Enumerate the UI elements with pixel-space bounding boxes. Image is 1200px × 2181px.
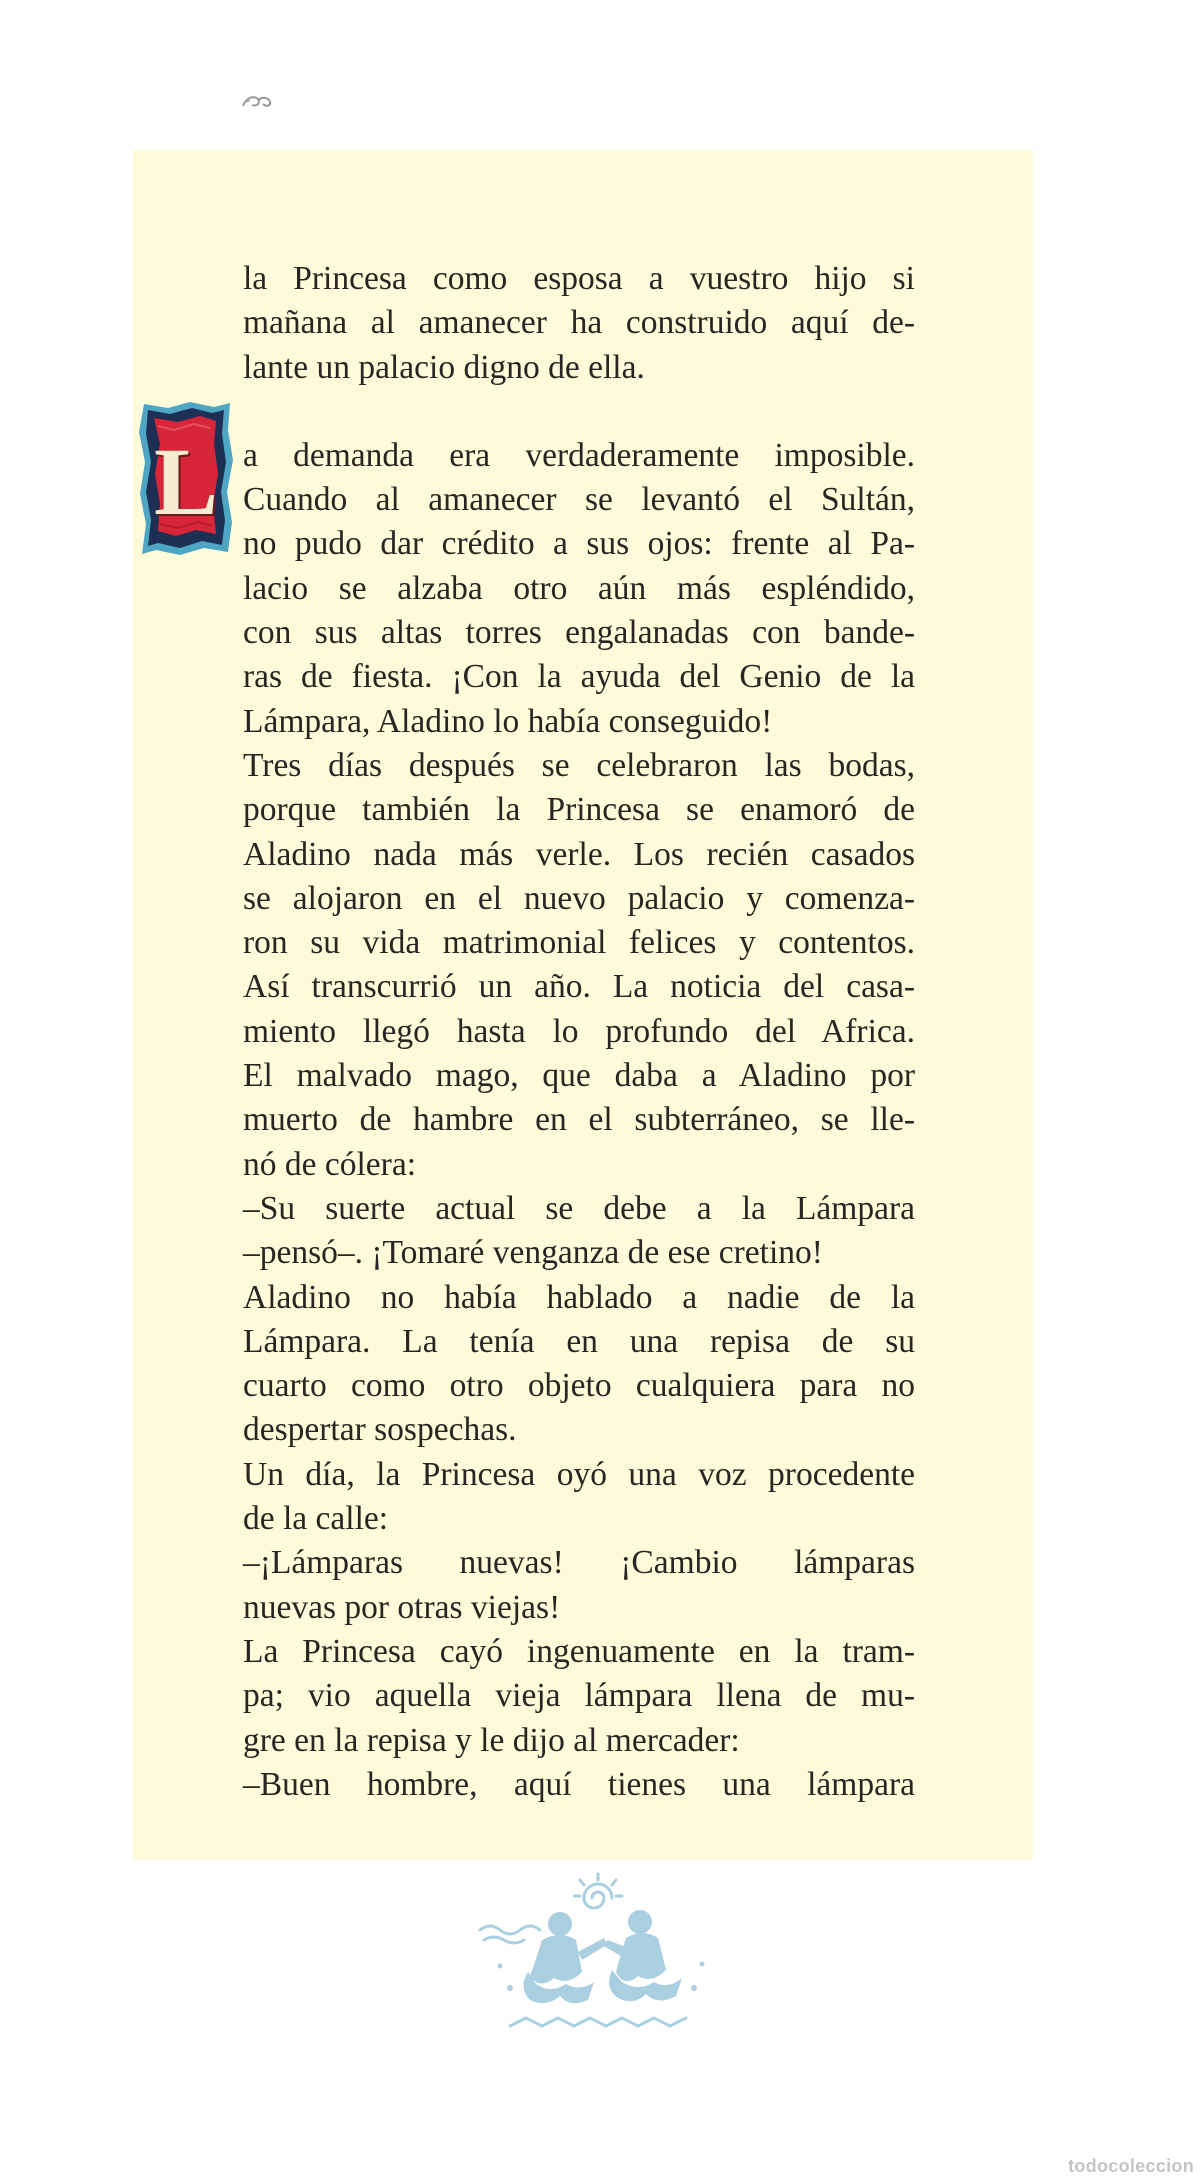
- text-line: lante un palacio digno de ella.: [243, 348, 645, 386]
- text-line: cuarto como otro objeto cualquiera para no: [243, 1367, 915, 1405]
- text-line: nuevas por otras viejas!: [243, 1588, 561, 1626]
- paragraph-2: [243, 434, 915, 1807]
- text-line: a demanda era verdaderamente imposible.: [243, 436, 915, 474]
- text-line: Aladino no había hablado a nadie de la: [243, 1278, 915, 1316]
- text-line: de la calle:: [243, 1500, 389, 1538]
- text-line: ras de fiesta. ¡Con la ayuda del Genio de la: [243, 658, 915, 696]
- text-line: con sus altas torres engalanadas con bande-: [243, 614, 915, 652]
- text-line: la Princesa como esposa a vuestro hijo si: [243, 260, 915, 297]
- text-line: se alojaron en el nuevo palacio y comenza-: [243, 879, 915, 917]
- text-line: –Buen hombre, aquí tienes una lámpara: [243, 1765, 915, 1803]
- text-line: miento llegó hasta lo profundo del Africa.: [243, 1012, 915, 1050]
- text-line: porque también la Princesa se enamoró de: [243, 791, 915, 829]
- text-line: ron su vida matrimonial felices y contentos.: [243, 924, 915, 962]
- drop-cap: [138, 400, 234, 558]
- text-line: Lámpara. La tenía en una repisa de su: [243, 1322, 915, 1360]
- text-line: nó de cólera:: [243, 1145, 416, 1183]
- text-line: gre en la repisa y le dijo al mercader:: [243, 1721, 740, 1759]
- story-text: [243, 257, 915, 1807]
- text-line: Un día, la Princesa oyó una voz procedente: [243, 1455, 915, 1493]
- watermark: todocoleccion: [1068, 2156, 1194, 2176]
- text-line: La Princesa cayó ingenuamente en la tram-: [243, 1632, 915, 1670]
- paragraph-1: [243, 257, 915, 390]
- text-line: Lámpara, Aladino lo había conseguido!: [243, 702, 773, 740]
- text-line: –¡Lámparas nuevas! ¡Cambio lámparas: [243, 1544, 915, 1582]
- genie-figures-ornament-icon: [470, 1868, 730, 2038]
- text-line: despertar sospechas.: [243, 1411, 517, 1449]
- text-line: no pudo dar crédito a sus ojos: frente al Pa-: [243, 525, 915, 563]
- text-line: –Su suerte actual se debe a la Lámpara: [243, 1189, 915, 1227]
- small-scribble-icon: [240, 90, 274, 112]
- text-line: El malvado mago, que daba a Aladino por: [243, 1057, 915, 1095]
- text-line: pa; vio aquella vieja lámpara llena de mu-: [243, 1677, 915, 1715]
- text-line: Así transcurrió un año. La noticia del casa-: [243, 968, 915, 1006]
- text-line: muerto de hambre en el subterráneo, se lle-: [243, 1101, 915, 1139]
- text-line: lacio se alzaba otro aún más espléndido,: [243, 569, 915, 607]
- text-line: Aladino nada más verle. Los recién casados: [243, 835, 915, 873]
- text-line: –pensó–. ¡Tomaré venganza de ese cretino!: [243, 1234, 823, 1272]
- text-line: Cuando al amanecer se levantó el Sultán,: [243, 481, 915, 519]
- drop-cap-letter: L: [153, 427, 219, 535]
- text-line: mañana al amanecer ha construido aquí de-: [243, 304, 915, 342]
- text-line: Tres días después se celebraron las bodas,: [243, 746, 915, 784]
